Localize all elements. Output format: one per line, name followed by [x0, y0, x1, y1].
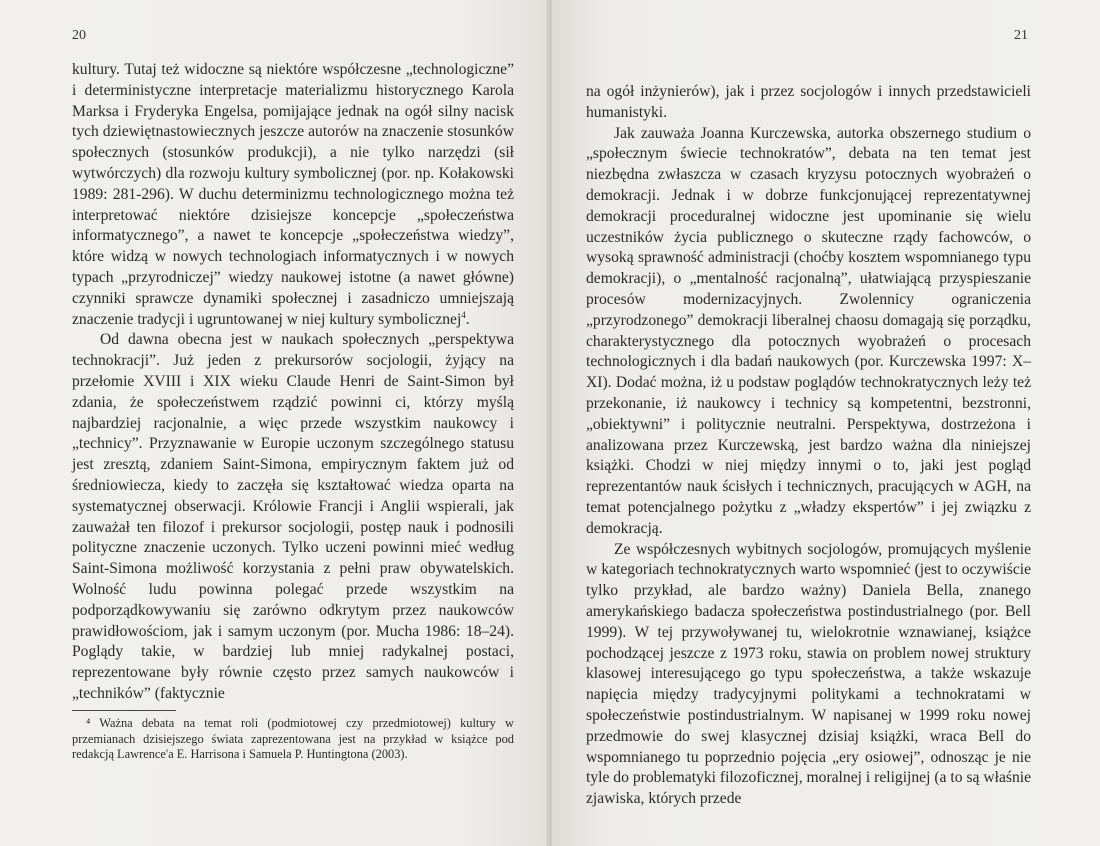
paragraph: na ogół inżynierów), jak i przez socjologów i innych przedstawicieli humanistyki.: [586, 83, 1031, 121]
page-number: 20: [72, 28, 86, 43]
footnote: [72, 716, 514, 763]
footnote-divider: [72, 710, 176, 711]
right-page-body: [586, 82, 1031, 810]
paragraph: Jak zauważa Joanna Kurczewska, autorka obszernego studium o „społecznym świecie technokratów”, debata na ten temat jest niezbędna zwłaszcza w czasach kryzysu potocznych wyobrażeń o demokracji. Jednak i w dobrze funkcjonującej reprezentatywnej demokracji proceduralnej widoczne jest upominanie się wielu uczestników życia publicznego o skuteczne rządy fachowców, o wysoką sprawność administracji (choćby kosztem wspomnianego typu demokracji), o „mentalność racjonalną”, ułatwiającą przyspieszanie procesów modernizacyjnych. Zwolennicy ograniczenia „przyrodzonego” demokracji liberalnej chaosu domagają się porządku, charakterystycznego dla potocznych wyobrażeń o procesach technologicznych i dla badań naukowych (por. Kurczewska 1997: X–XI). Dodać można, iż u podstaw poglądów technokratycznych leży też przekonanie, iż naukowcy i technicy są kompetentni, bezstronni, „obiektywni” i politycznie neutralni. Perspektywa, dostrzeżona i analizowana przez Kurczewską, jest bardzo ważna dla niniejszej książki. Chodzi w niej między innymi o to, jaki jest pogląd reprezentantów nauk ścisłych i technicznych, pracujących w AGH, na temat potencjalnego pożytku z „władzy ekspertów” i jej związku z demokracją.: [586, 124, 1031, 537]
paragraph: Ze współczesnych wybitnych socjologów, promujących myślenie w kategoriach technokratycznych warto wspomnieć (jest to oczywiście tylko przykład, ale bardzo ważny) Daniela Bella, znanego amerykańskiego badacza społeczeństwa postindustrialnego (por. Bell 1999). W tej przywoływanej tu, wielokrotnie wznawianej, książce pochodzącej jeszcze z 1973 roku, stawia on problem nowej struktury klasowej interesującego go typu społeczeństwa, a także wskazuje napięcia między tradycyjnymi politykami a technokratami w społeczeństwie postindustrialnym. W napisanej w 1999 roku nowej przedmowie do swej klasycznej dzisiaj książki, wraca Bell do wspomnianego tu poprzednio pojęcia „ery osiowej”, odnosząc je nie tyle do problematyki filozoficznej, moralnej i religijnej (a to są właśnie zjawiska, których przede: [586, 540, 1031, 808]
left-page-body: [72, 60, 514, 705]
paragraph: Od dawna obecna jest w naukach społecznych „perspektywa technokracji”. Już jeden z prekursorów socjologii, żyjący na przełomie XVIII i XIX wieku Claude Henri de Saint-Simon był zdania, że społeczeństwem rządzić powinni ci, którzy myślą najbardziej racjonalnie, a więc przede wszystkim naukowcy i „technicy”. Przyznawanie w Europie uczonym szczególnego statusu jest zresztą, zdaniem Saint-Simona, empirycznym faktem już od średniowiecza, kiedy to zaczęła się kształtować wiedza oparta na systematycznej obserwacji. Królowie Francji i Anglii wspierali, jak zauważał ten filozof i prekursor socjologii, postęp nauk i podnosili polityczne znaczenie uczonych. Tylko uczeni powinni mieć według Saint-Simona możliwość korzystania z pełni praw obywatelskich. Wolność ludu powinna polegać przede wszystkim na podporządkowywaniu się zarówno odkrytym przez naukowców prawidłowościom, jak i samym uczonym (por. Mucha 1986: 18–24). Poglądy takie, w bardziej lub mniej radykalnej postaci, reprezentowane były równie często przez samych naukowców i „techników” (faktycznie: [72, 331, 514, 702]
footnote-text: ⁴ Ważna debata na temat roli (podmiotowej czy przedmiotowej) kultury w przemianach dzisiejszego świata zaprezentowana jest na przykład w książce pod redakcją Lawrence'a E. Harrisona i Samuela P. Huntingtona (2003).: [72, 716, 514, 762]
page-number: 21: [1014, 28, 1028, 43]
paragraph: kultury. Tutaj też widoczne są niektóre współczesne „technologiczne” i deterministyczne interpretacje materializmu historycznego Karola Marksa i Fryderyka Engelsa, pomijające jednak na ogół silny nacisk tych dziewiętnastowiecznych jeszcze autorów na znaczenie stosunków społecznych (stosunków produkcji), a nie tylko narzędzi (sił wytwórczych) dla rozwoju kultury symbolicznej (por. np. Kołakowski 1989: 281-296). W duchu determinizmu technologicznego można też interpretować niektóre dzisiejsze koncepcje „społeczeństwa informatycznego”, a nawet te koncepcje „społeczeństwa wiedzy”, które widzą w nowych technologiach informatycznych i w nowych typach „przyrodniczej” wiedzy naukowej istotne (a nawet główne) czynniki sprawcze dynamiki społecznej i zasadniczo umniejszają znaczenie tradycji i ugruntowanej w niej kultury symbolicznej$^4$.: [72, 61, 514, 328]
left-page: [0, 0, 548, 846]
footnote-marker: 4: [461, 309, 466, 320]
